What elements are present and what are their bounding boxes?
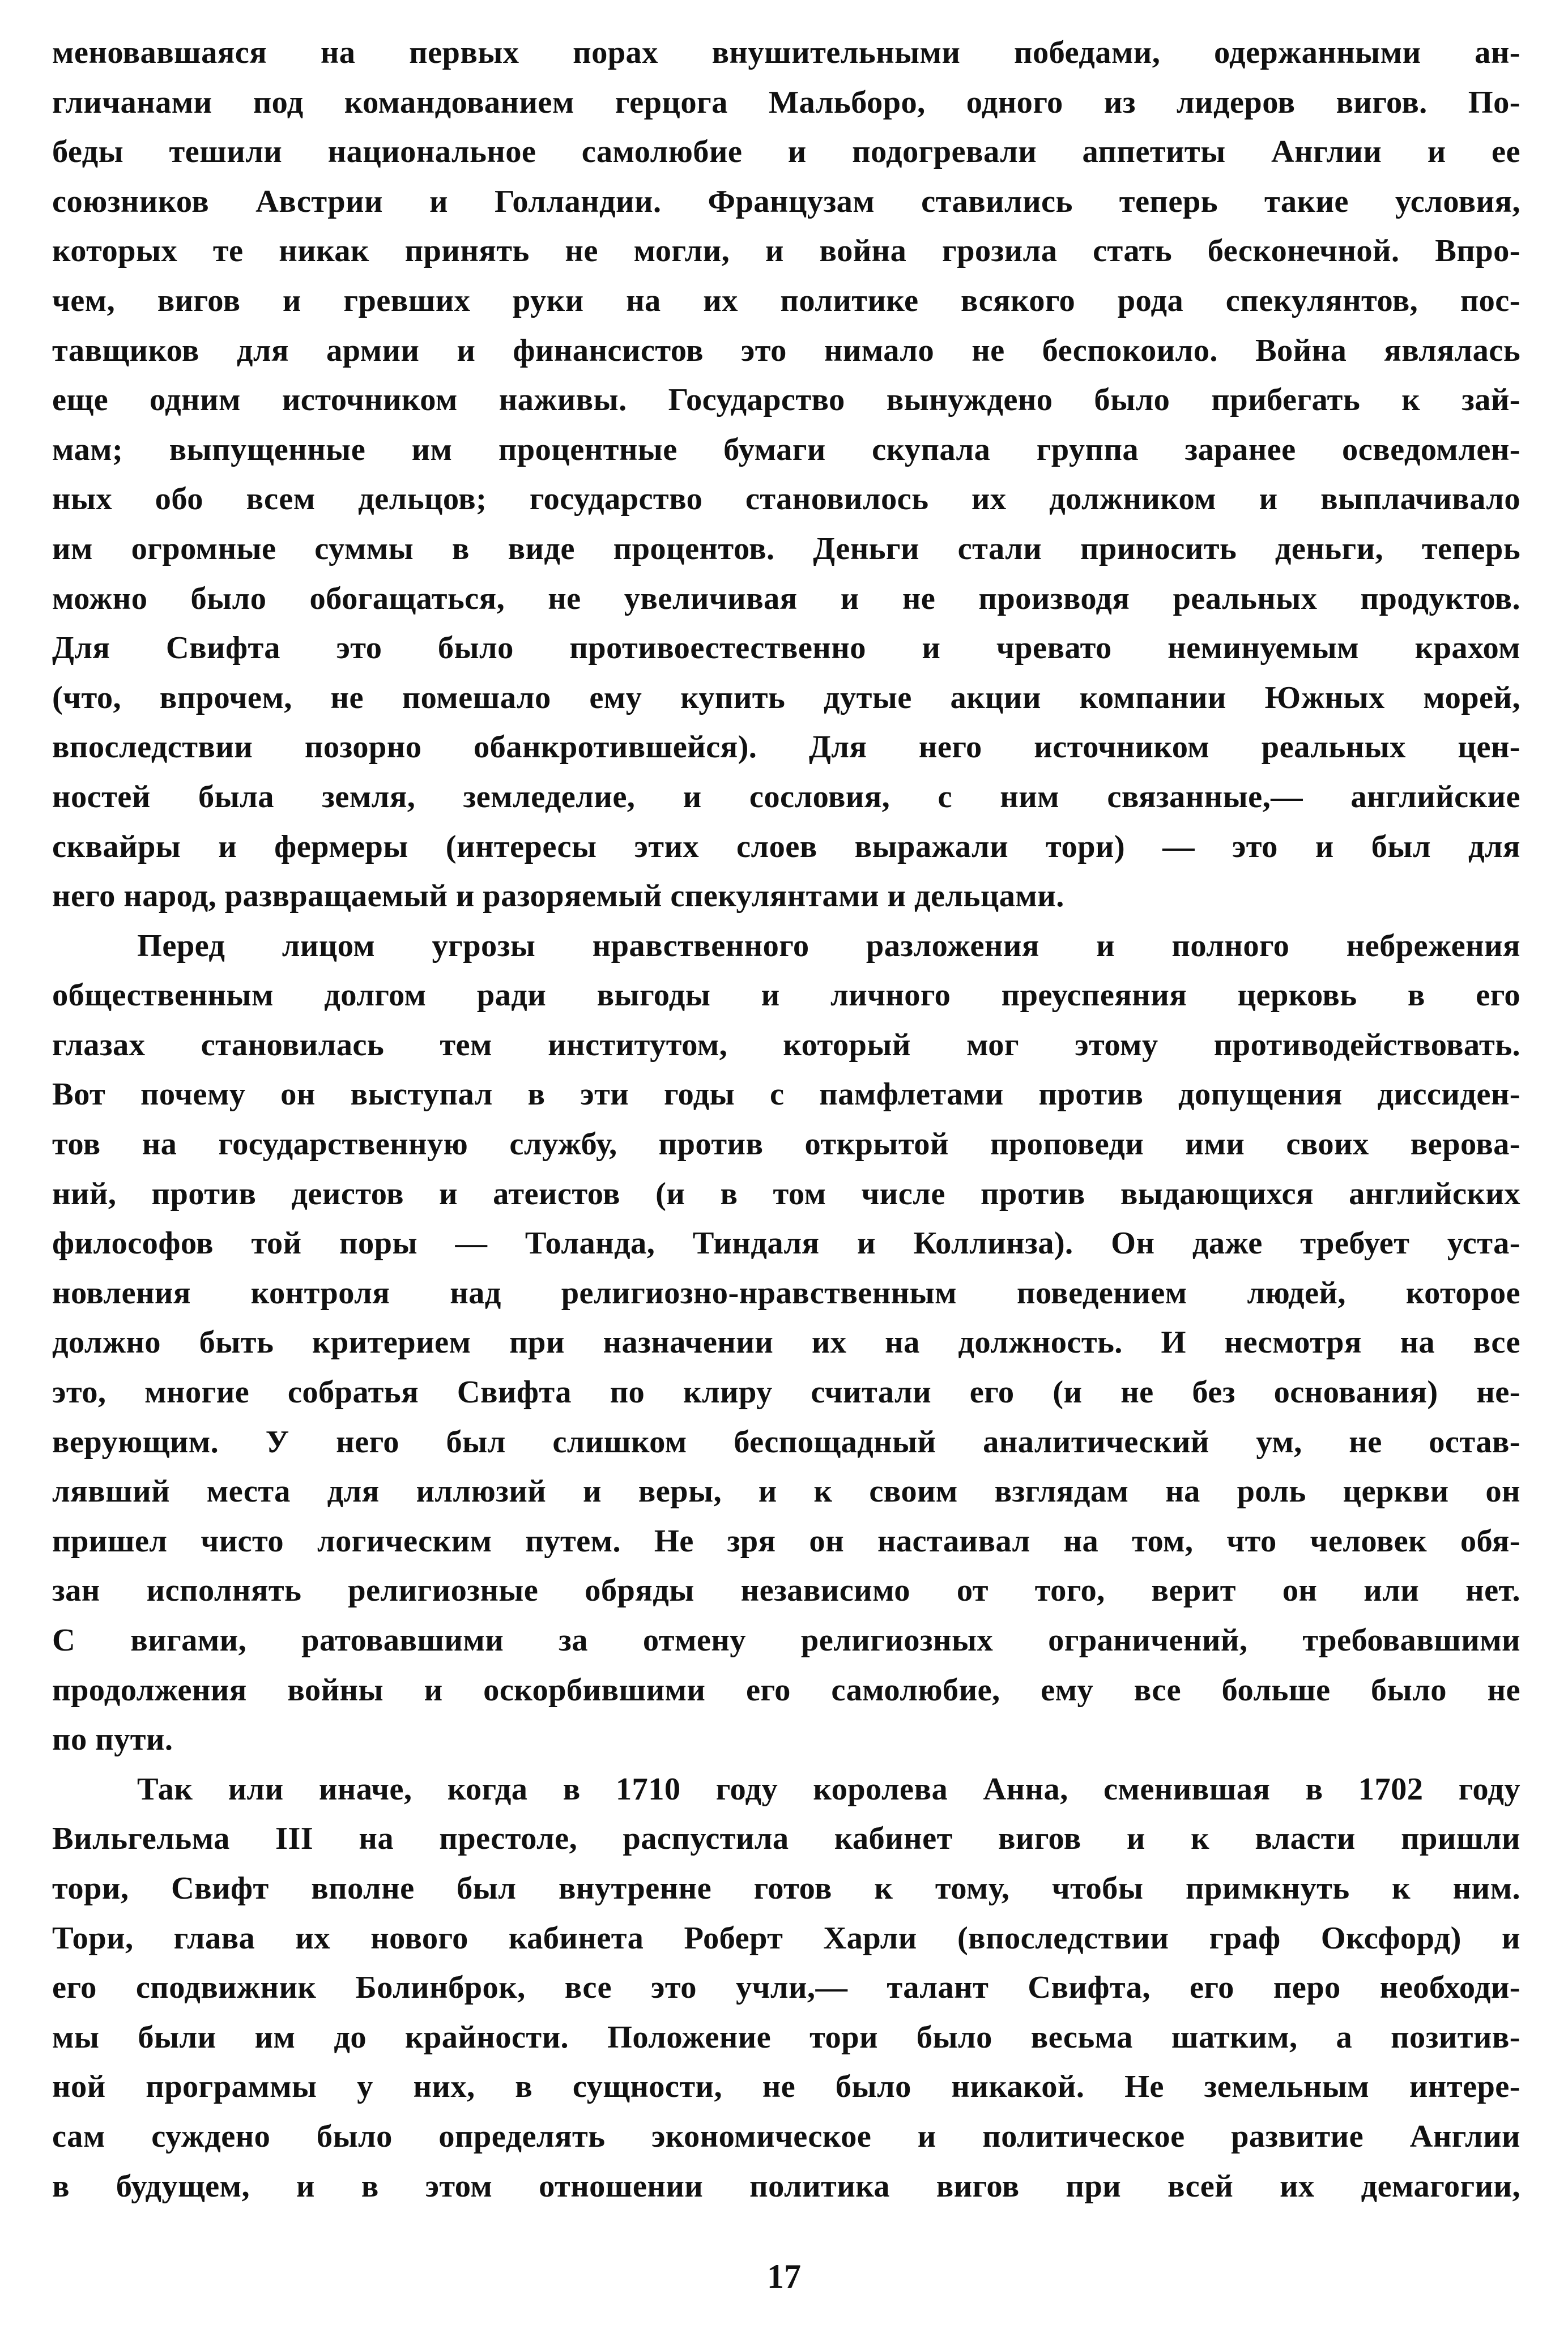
document-page [52, 28, 1520, 2211]
text-line: верующим. У него был слишком беспощадный аналитический ум, не остав- [52, 1424, 1520, 1460]
text-line: ностей была земля, земледелие, и сословия, с ним связанные,— английские [52, 779, 1520, 815]
paragraph-1 [52, 28, 1520, 922]
text-line: ных обо всем дельцов; государство становилось их должником и выплачивало [52, 481, 1520, 517]
text-line: Перед лицом угрозы нравственного разложения и полного небрежения [137, 928, 1520, 963]
text-line: союзников Австрии и Голландии. Французам ставились теперь такие условия, [52, 184, 1520, 219]
text-line: сам суждено было определять экономическое и политическое развитие Англии [52, 2118, 1520, 2154]
text-line: (что, впрочем, не помешало ему купить дутые акции компании Южных морей, [52, 680, 1520, 715]
text-line: ний, против деистов и атеистов (и в том числе против выдающихся английских [52, 1176, 1520, 1212]
text-line: продолжения войны и оскорбившими его самолюбие, ему все больше было не [52, 1672, 1520, 1708]
text-line: мы были им до крайности. Положение тори было весьма шатким, а позитив- [52, 2019, 1520, 2055]
text-line: лявший места для иллюзий и веры, и к своим взглядам на роль церкви он [52, 1474, 1520, 1510]
text-line: философов той поры — Толанда, Тиндаля и Коллинза). Он даже требует уста- [52, 1226, 1520, 1261]
text-line: тори, Свифт вполне был внутренне готов к тому, чтобы примкнуть к ним. [52, 1870, 1520, 1906]
text-line: Вильгельма III на престоле, распустила кабинет вигов и к власти пришли [52, 1821, 1520, 1857]
text-line: С вигами, ратовавшими за отмену религиозных ограничений, требовавшими [52, 1623, 1520, 1658]
text-line: Тори, глава их нового кабинета Роберт Харли (впоследствии граф Оксфорд) и [52, 1920, 1520, 1956]
paragraph-2 [52, 922, 1520, 1765]
text-line: должно быть критерием при назначении их на должность. И несмотря на все [52, 1325, 1520, 1361]
text-line: гличанами под командованием герцога Мальборо, одного из лидеров вигов. По- [52, 84, 1520, 120]
text-line: новления контроля над религиозно-нравственным поведением людей, которое [52, 1275, 1520, 1311]
text-line: в будущем, и в этом отношении политика вигов при всей их демагогии, [52, 2168, 1520, 2204]
text-line: тов на государственную службу, против открытой проповеди ими своих верова- [52, 1127, 1520, 1162]
text-line: пришел чисто логическим путем. Не зря он настаивал на том, что человек обя- [52, 1523, 1520, 1559]
text-line: еще одним источником наживы. Государство вынуждено было прибегать к зай- [52, 382, 1520, 418]
text-line: чем, вигов и гревших руки на их политике всякого рода спекулянтов, пос- [52, 283, 1520, 318]
text-line: им огромные суммы в виде процентов. Деньги стали приносить деньги, теперь [52, 531, 1520, 566]
text-line: Для Свифта это было противоестественно и чревато неминуемым крахом [52, 630, 1520, 666]
text-line: мам; выпущенные им процентные бумаги скупала группа заранее осведомлен- [52, 432, 1520, 467]
text-line: по пути. [52, 1722, 173, 1758]
text-line: ной программы у них, в сущности, не было никакой. Не земельным интере- [52, 2069, 1520, 2105]
text-line: глазах становилась тем институтом, который мог этому противодействовать. [52, 1027, 1520, 1063]
text-line: можно было обогащаться, не увеличивая и не производя реальных продуктов. [52, 581, 1520, 616]
text-line: тавщиков для армии и финансистов это нимало не беспокоило. Война являлась [52, 332, 1520, 368]
text-line: впоследствии позорно обанкротившейся). Для него источником реальных цен- [52, 730, 1520, 765]
page-number: 17 [767, 2258, 801, 2295]
text-line: беды тешили национальное самолюбие и подогревали аппетиты Англии и ее [52, 134, 1520, 170]
paragraph-3 [52, 1765, 1520, 2211]
text-line: Так или иначе, когда в 1710 году королева Анна, сменившая в 1702 году [137, 1771, 1520, 1807]
text-line: зан исполнять религиозные обряды независимо от того, верит он или нет. [52, 1573, 1520, 1609]
text-line: общественным долгом ради выгоды и личного преуспеяния церковь в его [52, 978, 1520, 1013]
text-line: это, многие собратья Свифта по клиру считали его (и не без основания) не- [52, 1375, 1520, 1410]
text-line: его сподвижник Болинброк, все это учли,— талант Свифта, его перо необходи- [52, 1970, 1520, 2006]
text-line: меновавшаяся на первых порах внушительными победами, одержанными ан- [52, 35, 1520, 70]
text-line: Вот почему он выступал в эти годы с памфлетами против допущения диссиден- [52, 1077, 1520, 1112]
text-line: него народ, развращаемый и разоряемый спекулянтами и дельцами. [52, 879, 1064, 914]
text-line: которых те никак принять не могли, и война грозила стать бесконечной. Впро- [52, 233, 1520, 269]
text-line: сквайры и фермеры (интересы этих слоев выражали тори) — это и был для [52, 829, 1520, 864]
